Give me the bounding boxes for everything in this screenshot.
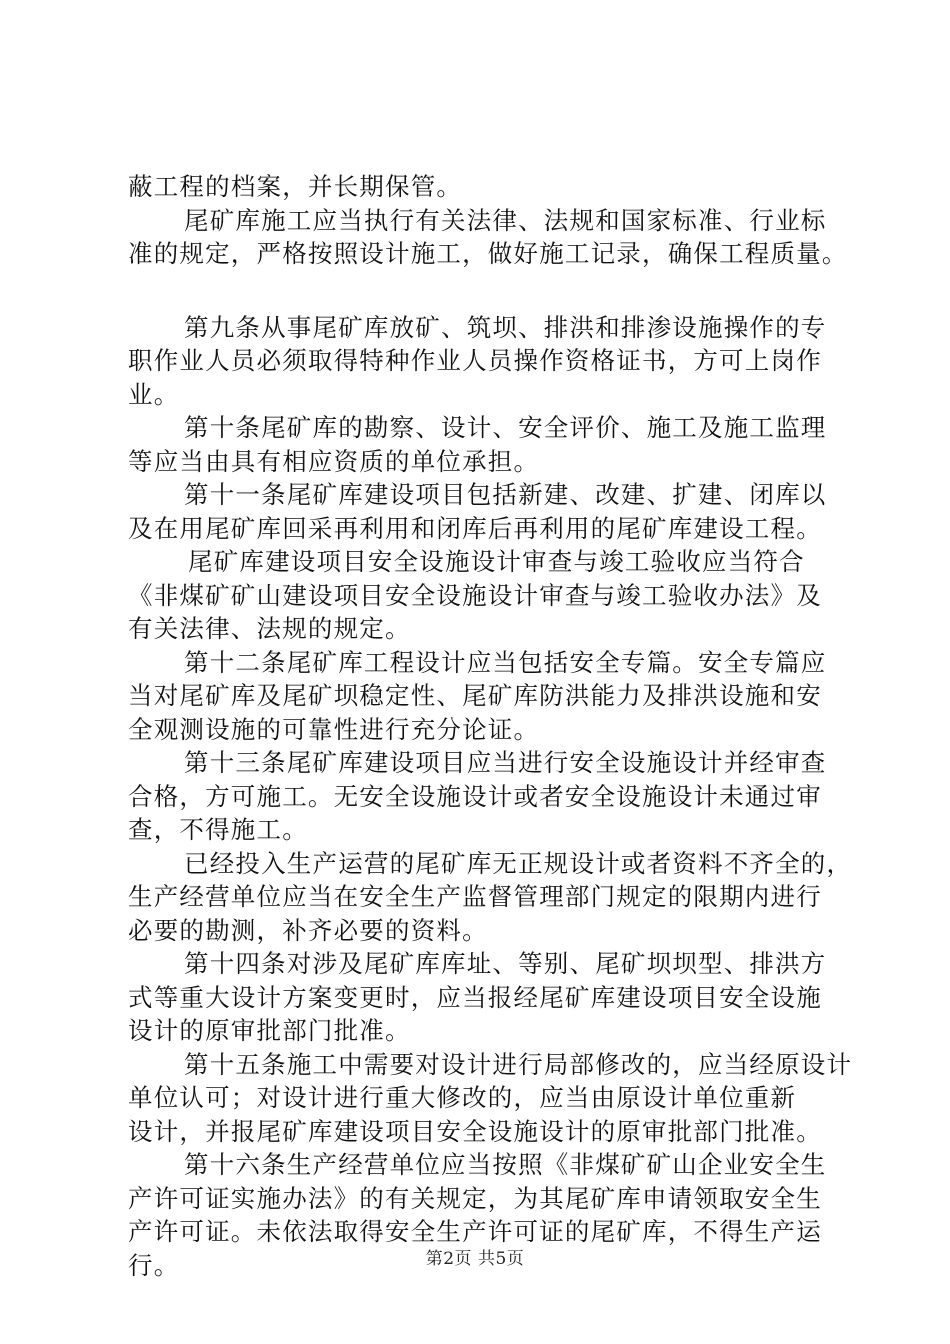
paragraph-article-14 <box>128 947 850 1048</box>
text-line: 第十五条施工中需要对设计进行局部修改的，应当经原设计 <box>184 1049 853 1079</box>
text-line: 尾矿库施工应当执行有关法律、法规和国家标准、行业标 <box>184 205 827 235</box>
text-line: 蔽工程的档案，并长期保管。 <box>128 172 463 201</box>
text-line: 及在用尾矿库回采再利用和闭库后再利用的尾矿库建设工程。 <box>128 513 822 543</box>
paragraph-article-15 <box>128 1048 853 1149</box>
paragraph-article-10 <box>128 411 850 478</box>
text-line: 必要的勘测，补齐必要的资料。 <box>128 915 488 945</box>
text-line: 准的规定，严格按照设计施工，做好施工记录，确保工程质量。 <box>128 239 848 268</box>
paragraph-article-9 <box>128 311 850 412</box>
text-line: 等应当由具有相应资质的单位承担。 <box>128 446 540 476</box>
text-line: 单位认可；对设计进行重大修改的，应当由原设计单位重新 <box>128 1083 797 1112</box>
text-line: 第十六条生产经营单位应当按照《非煤矿矿山企业安全生 <box>184 1150 827 1179</box>
paragraph-article-12 <box>128 646 850 747</box>
text-line: 产许可证。未依法取得安全生产许可证的尾矿库，不得生产运 <box>128 1217 822 1246</box>
text-line: 职作业人员必须取得特种作业人员操作资格证书，方可上岗作 <box>128 346 822 375</box>
text-line: 有关法律、法规的规定。 <box>128 614 411 643</box>
text-line: 第十三条尾矿库建设项目应当进行安全设施设计并经审查 <box>184 748 827 777</box>
text-line: 合格，方可施工。无安全设施设计或者安全设施设计未通过审 <box>128 781 822 811</box>
text-line: 业。 <box>128 379 180 409</box>
text-line: 尾矿库建设项目安全设施设计审查与竣工验收应当符合 <box>188 547 805 576</box>
text-line: 第十四条对涉及尾矿库库址、等别、尾矿坝坝型、排洪方 <box>184 949 827 978</box>
paragraph-article-11 <box>128 478 850 545</box>
text-line: 当对尾矿库及尾矿坝稳定性、尾矿库防洪能力及排洪设施和安 <box>128 681 822 710</box>
text-line: 设计，并报尾矿库建设项目安全设施设计的原审批部门批准。 <box>128 1116 822 1146</box>
text-line: 式等重大设计方案变更时，应当报经尾矿库建设项目安全设施 <box>128 982 822 1012</box>
paragraph-article-13 <box>128 746 850 847</box>
document-body <box>128 170 853 1282</box>
text-line: 第十条尾矿库的勘察、设计、安全评价、施工及施工监理 <box>184 413 827 442</box>
paragraph <box>128 545 850 646</box>
text-line: 设计的原审批部门批准。 <box>128 1016 411 1045</box>
text-line: 第十一条尾矿库建设项目包括新建、改建、扩建、闭库以 <box>184 480 827 509</box>
text-line: 第九条从事尾矿库放矿、筑坝、排洪和排渗设施操作的专 <box>184 312 827 342</box>
page-footer: 第2页 共5页 <box>425 1249 525 1269</box>
paragraph <box>128 847 853 948</box>
text-line: 产许可证实施办法》的有关规定，为其尾矿库申请领取安全生 <box>128 1183 822 1213</box>
text-line: 《非煤矿矿山建设项目安全设施设计审查与竣工验收办法》及 <box>128 580 822 610</box>
text-line: 生产经营单位应当在安全生产监督管理部门规定的限期内进行 <box>128 882 822 911</box>
paragraph <box>128 170 850 204</box>
paragraph <box>128 204 850 271</box>
paragraph-gap <box>128 271 850 311</box>
text-line: 行。 <box>128 1250 180 1280</box>
text-line: 已经投入生产运营的尾矿库无正规设计或者资料不齐全的， <box>184 848 853 878</box>
text-line: 全观测设施的可靠性进行充分论证。 <box>128 714 540 744</box>
text-line: 第十二条尾矿库工程设计应当包括安全专篇。安全专篇应 <box>184 647 827 677</box>
text-line: 查，不得施工。 <box>128 815 308 844</box>
